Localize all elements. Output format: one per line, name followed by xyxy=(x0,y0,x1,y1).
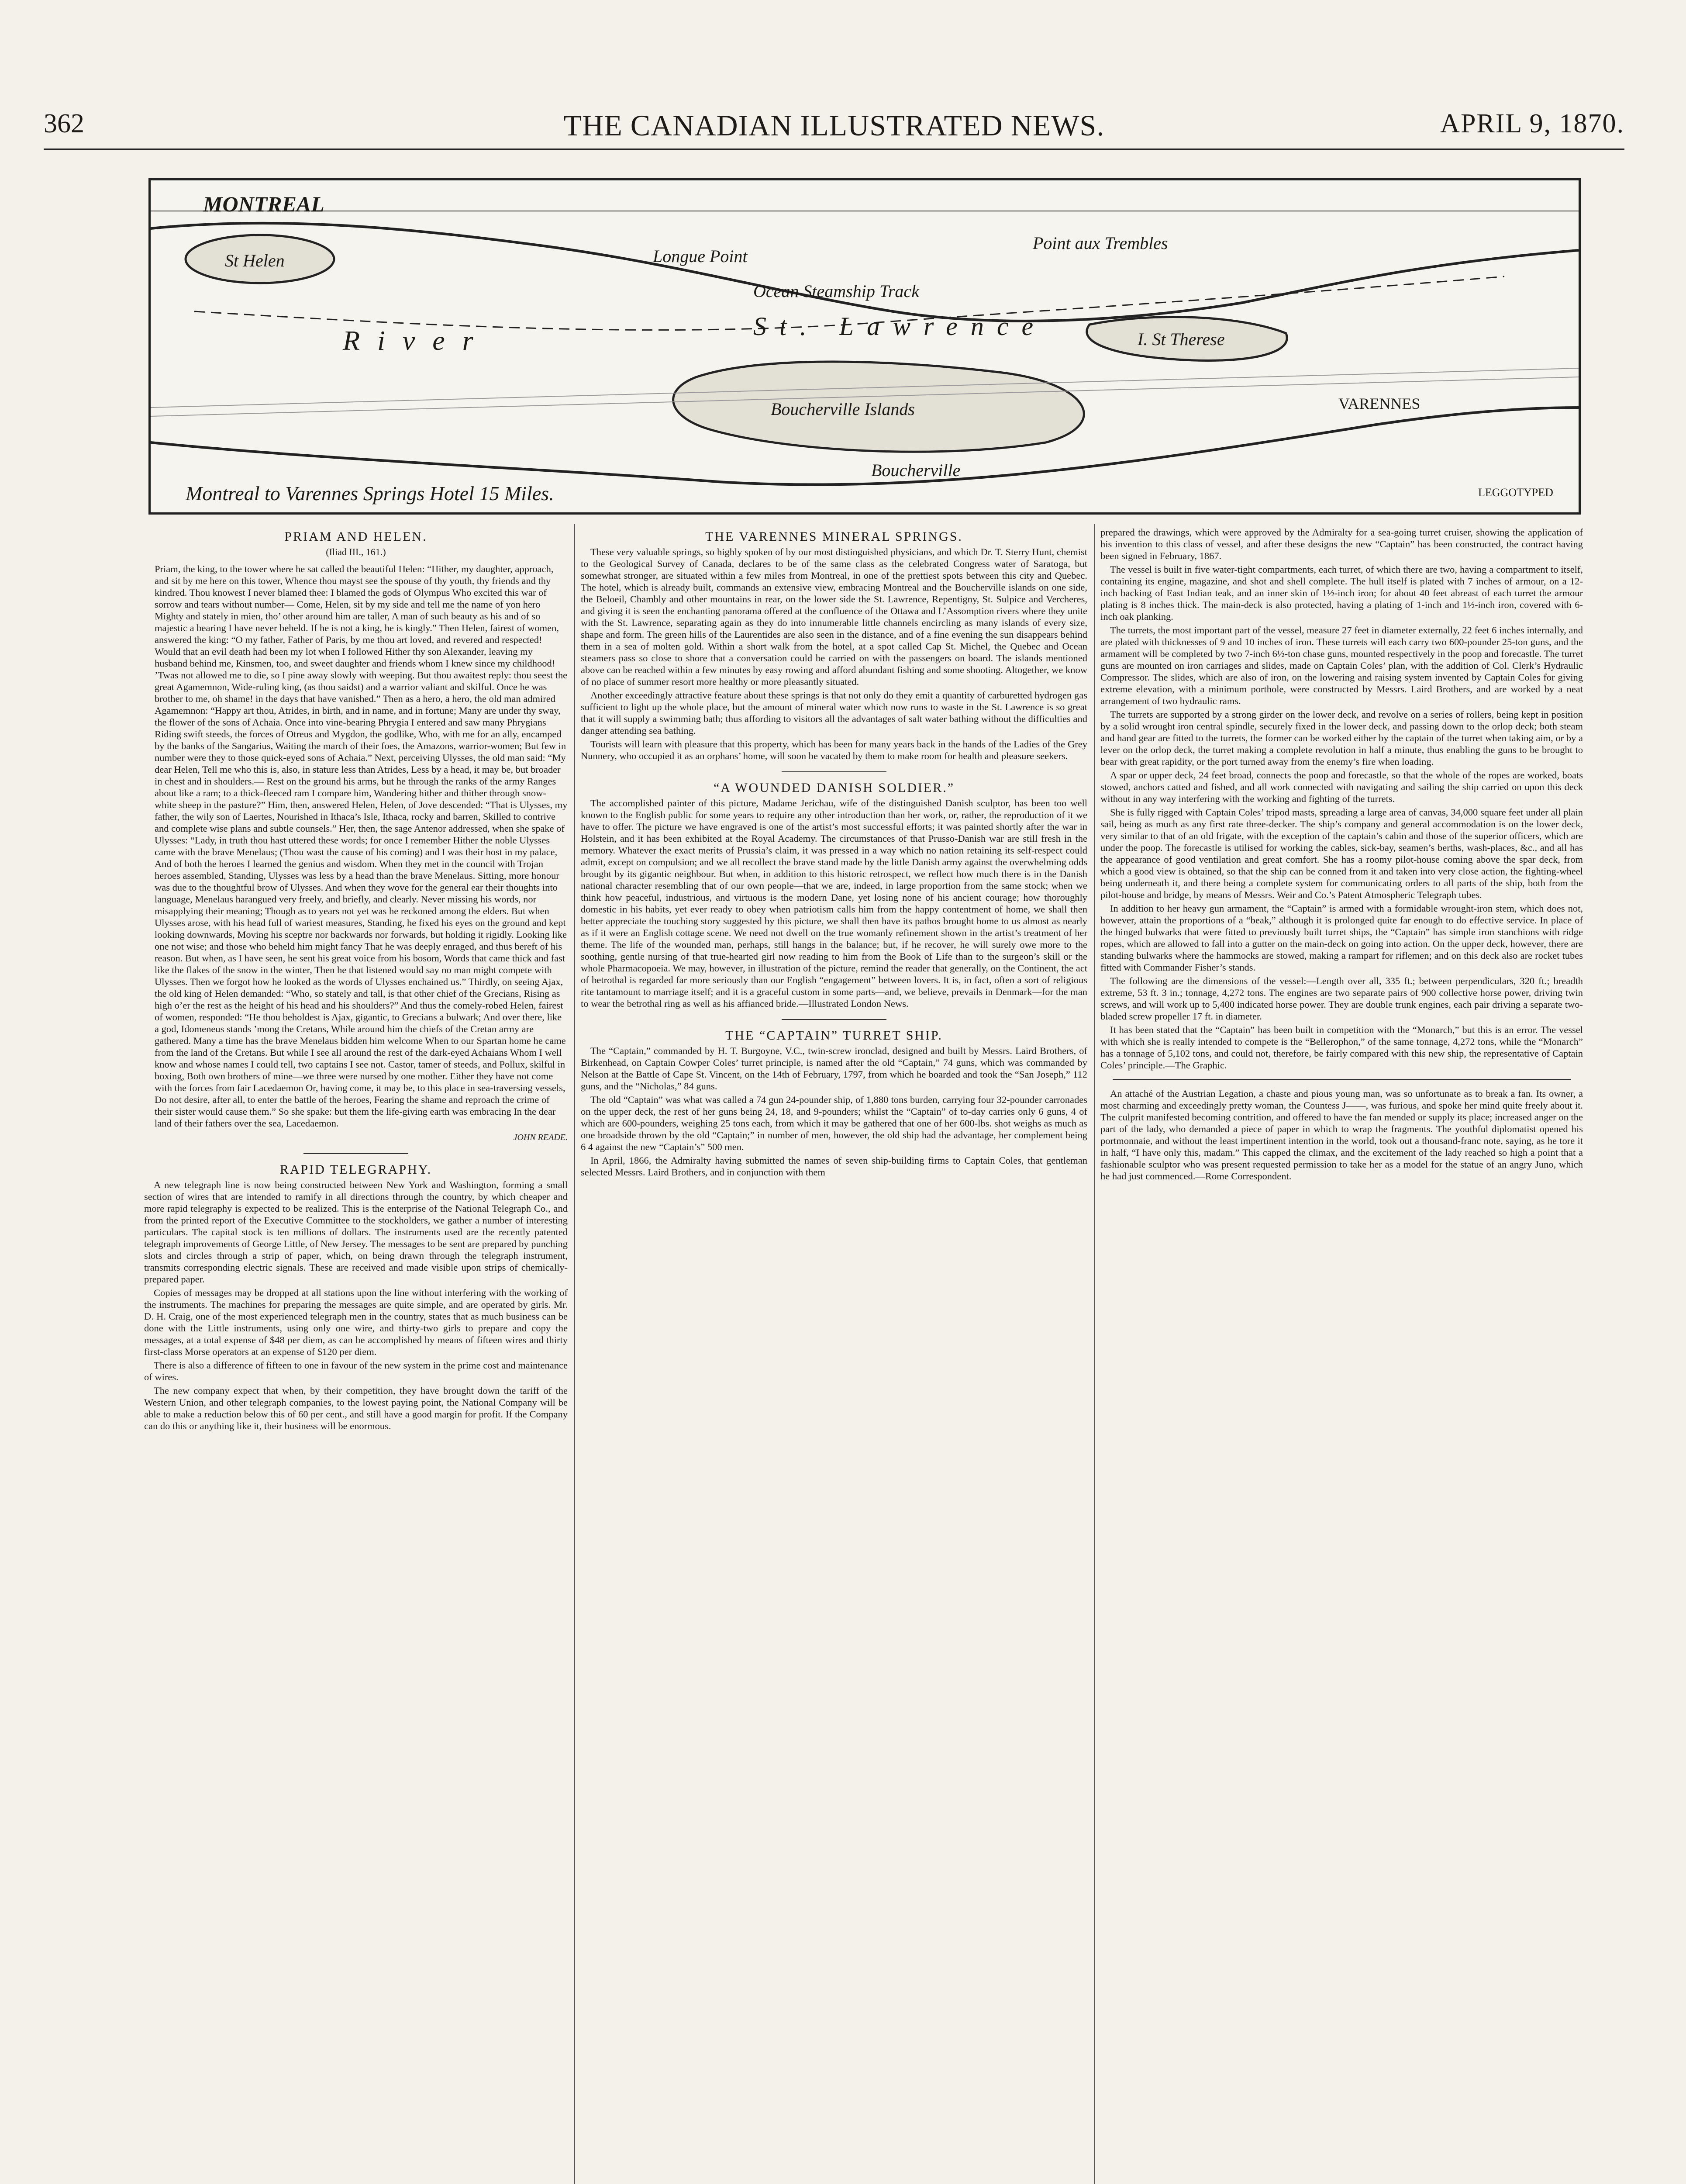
masthead: THE CANADIAN ILLUSTRATED NEWS. xyxy=(563,109,1105,142)
varennes-paragraph: These very valuable springs, so highly spoken of by our most distinguished physicians, and which Dr. T. Sterry Hunt, chemist to the Geological Survey of Canada, declares to be of the same class as the celebrated Congress water of Saratoga, but somewhat stronger, are situated within a few miles from Montreal, in one of the prettiest spots between this city and Quebec. The hotel, which is already built, commands an extensive view, embracing Montreal and the Boucherville islands on one side, the Beloeil, Chambly and other mountains in rear, on the lower side the St. Lawrence, Repentigny, St. Sulpice and Vercheres, and giving it is seen the enchanting panorama offered at the confluence of the Ottawa and L’Assomption rivers where they unite with the St. Lawrence, separating again as they do into innumerable little channels encircling as many islands of every size, shape and form. The green hills of the Laurentides are also seen in the distance, and of a fine evening the sun disappears behind them in a sea of molten gold. Within a short walk from the hotel, at a spot called Cap St. Michel, the Quebec and Ocean steamers pass so close to shore that a conversation could be carried on with the passengers on board. The islands mentioned above can be reached within a few minutes by easy rowing and afford abundant fishing and some shooting. Altogether, we know of no place of summer resort more healthy or more pleasantly situated. xyxy=(581,546,1087,687)
section-rule xyxy=(303,1153,408,1154)
map-label-boucherville-islands: Boucherville Islands xyxy=(771,399,915,419)
captain-continued-paragraph: She is fully rigged with Captain Coles’ tripod masts, spreading a large area of canvas, 34,000 square feet under all plain sail, being as much as any first rate three-decker. The ship’s company and general accommodation is on the lower deck, very similar to that of an old frigate, with the exception of the captain’s cabin and those of the superior officers, which are under the poop. The forecastle is utilised for working the cables, sick-bay, seamen’s berths, wash-places, &c., and all has the appearance of good ventilation and great comfort. She has a roomy pilot-house coming above the spar deck, from which a good view is obtained, so that the ship can be conned from it and taken into very close action, the fighting-wheel being underneath it, and there being a complete system for communicating orders to all parts of the ship, both from the pilot-house and bridge, by means of Messrs. Weir and Co.’s Patent Atmospheric Telegraph tubes. xyxy=(1100,807,1583,900)
map-label-st-lawrence: St. Lawrence xyxy=(753,312,1047,341)
map-label-varennes: VARENNES xyxy=(1338,395,1421,412)
captain-continued-paragraph: The turrets, the most important part of the vessel, measure 27 feet in diameter externally, 22 feet 6 inches internally, and are plated with thicknesses of 9 and 10 inches of iron. These turrets will each carry two 600-pounder 25-ton guns, and the armament will be completed by two 7-inch 6½-ton chase guns, mounted respectively in the poop and forecastle. The turret guns are mounted on iron carriages and slides, made on Captain Coles’ plan, with the addition of Col. Clerk’s Hydraulic Compressor. The slides, which are also of iron, on the lowering and raising system invented by Captain Coles for giving extreme elevation, with a minimum porthole, were constructed by Messrs. Laird Brothers, and are worked by a neat arrangement of two hydraulic rams. xyxy=(1100,625,1583,706)
captain-continued-paragraph: It has been stated that the “Captain” has been built in competition with the “Monarch,” but this is an error. The vessel with which she is really intended to compete is the “Bellerophon,” of the same tonnage, 4,272 tons, while the “Monarch” has a tonnage of 5,102 tons, and could not, therefore, be fairly compared with this new ship, the representative of Captain Coles’ principle.—The Graphic. xyxy=(1100,1024,1583,1071)
header-rule xyxy=(44,149,1624,150)
poem-title: PRIAM AND HELEN. xyxy=(284,529,428,544)
map-caption: Montreal to Varennes Springs Hotel 15 Miles. xyxy=(186,482,554,505)
map-label-boucherville: Boucherville xyxy=(871,460,961,480)
map-label-st-therese: I. St Therese xyxy=(1138,329,1225,349)
column-3 xyxy=(1100,526,1583,2184)
poem-text: Priam, the king, to the tower where he sat called the beautiful Helen: “Hither, my daughter, approach, and sit by me here on this tower, Whence thou mayst see the spouse of thy youth, thy friends and thy kindred. Thou knowest I never blamed thee: I blamed the gods of Olympus Who excited this war of sorrow and tears without number— Come, Helen, sit by my side and tell me the name of yon hero Mighty and stately in mien, tho’ other around him are taller, A man of such beauty as his and of so majestic a bearing I have never beheld. If he is not a king, he is kingly.” Then Helen, fairest of women, answered the king: “O my father, Father of Paris, by me thou art loved, and revered and respected! Would that an evil death had been my lot when I followed Hither thy son Alexander, leaving my husband behind me, Kinsmen, too, and sweet daughter and friends whom I knew since my childhood! ’Twas not allowed me to die, so I pine away slowly with weeping. But thou awaitest reply: thou seest the great Agamemnon, Wide-ruling king, (as thou saidst) and a warrior valiant and skilful. Once he was brother to me, oh shame! in the days that have vanished.” Then as a hero, a hero, the old man admired Agamemnon: “Happy art thou, Atrides, in birth, and in name, and in fortune; Many are under thy sway, the flower of the sons of Achaia. Once into vine-bearing Phrygia I entered and saw many Phrygians Riding swift steeds, the forces of Otreus and Mygdon, the godlike, Who, with me for an ally, encamped by the banks of the Sangarius, Waiting the march of their foes, the Amazons, warrior-women; But few in number were they to those quick-eyed sons of Achaia.” Next, perceiving Ulysses, the old man said: “My dear Helen, Tell me who this is, also, in stature less than Atrides, Less by a head, it may be, but broader in chest and in shoulders.— Rest on the ground his arms, but he through the ranks of the army Ranges about like a ram; to a thick-fleeced ram I compare him, Wandering hither and thither through snow-white sheep in the pasture?” Him, then, answered Helen, Helen, of Jove descended: “That is Ulysses, my father, the wily son of Laertes, Nourished in Ithaca’s Isle, Ithaca, rocky and barren, Skilled to contrive and complete wise plans and subtle counsels.” Her, then, the sage Antenor addressed, when she spake of Ulysses: “Lady, in truth thou hast uttered these words; for once I remember Hither the noble Ulysses came with the brave Menelaus; (Thou wast the cause of his coming) and I was their host in my palace, And of both the heroes I learned the genius and wisdom. When they met in the council with Trojan heroes assembled, Standing, Ulysses was less by a head than the brave Menelaus. Sitting, more honour was due to the thoughtful brow of Ulysses. And when they wove for the general ear their thoughts into language, Menelaus harangued very freely, and briefly, and clearly. Never missing his words, nor misapplying their meaning; Though as to years not yet was he reckoned among the elders. But when Ulysses arose, with his head full of wariest measures, Standing, he fixed his eyes on the ground and kept looking downwards, Moving his sceptre nor backwards nor forwards, but holding it rigidly. Looking like one not wise; and those who beheld him might fancy That he was deeply enraged, and thus bereft of his reason. But when, as I have seen, he sent his great voice from his bosom, Words that came thick and fast like the flakes of the snow in the winter, Then he that listened would say no man might compete with Ulysses. Then we forgot how he looked as the words of Ulysses enchained us.” Thirdly, on seeing Ajax, the old king of Helen demanded: “Who, so stately and tall, is that other chief of the Grecians, Rising as high o’er the rest as the height of his head and his shoulders?” And thus the comely-robed Helen, fairest of women, responded: “He thou beholdest is Ajax, gigantic, to Grecians a bulwark; And over there, like a god, Idomeneus stands ’mong the Cretans, While around him the chiefs of the Cretan army are gathered. Many a time has the brave Menelaus bidden him welcome When to our Spartan home he came from the land of the Cretans. But while I see all around the rest of the dark-eyed Achaians Whom I well know and whose names I could tell, two captains I see not. Castor, tamer of steeds, and Pollux, skilful in boxing, Both own brothers of mine—we three were nursed by one mother. Either they have not come with the forces from fair Lacedaemon Or, having come, it may be, to this place in sea-traversing vessels, Do not desire, after all, to enter the battle of the heroes, Fearing the shame and reproach the crime of their sister would cause them.” So she spake: but them the life-giving earth was embracing In the dear land of their fathers over the sea, Lacedaemon. xyxy=(155,563,568,1129)
map-label-river: River xyxy=(343,325,491,356)
captain-continued-paragraph: A spar or upper deck, 24 feet broad, connects the poop and forecastle, so that the whole of the ropes are worked, boats stowed, anchors catted and fished, and all work connected with navigating and sailing the ship carried on upon this deck without in any way interfering with the working and fighting of the turrets. xyxy=(1100,770,1583,804)
map-illustration xyxy=(148,178,1581,515)
telegraphy-paragraph: A new telegraph line is now being constructed between New York and Washington, forming a small section of wires that are intended to ramify in all directions through the country, by which cheaper and more rapid telegraphy is expected to be realized. This is the enterprise of the National Telegraph Co., and from the printed report of the Executive Committee to the stockholders, we gather a number of interesting particulars. The capital stock is ten millions of dollars. The instruments used are the recently patented telegraph improvements of George Little, of New Jersey. The messages to be sent are prepared by punching slots and circles through a strip of paper, which, on being drawn through the telegraph instrument, transmits corresponding electric signals. These are received and made visible upon strips of chemically-prepared paper. xyxy=(144,1179,568,1285)
section-rule xyxy=(782,771,886,772)
captain-continued-paragraph: The turrets are supported by a strong girder on the lower deck, and revolve on a series of rollers, being kept in position by a solid wrought iron central spindle, securely fixed in the lower deck, and passing down to the orlop deck; both steam and hand gear are fitted to the turrets, the former can be worked either by the captain of the turret when taking aim, or by a lever on the orlop deck, the turret making a complete revolution in half a minute, thus enabling the guns to be brought to bear with great rapidity, or the port turned away from the enemy’s fire when loading. xyxy=(1100,709,1583,767)
telegraphy-paragraph: The new company expect that when, by their competition, they have brought down the tariff of the Western Union, and other telegraph companies, to the lowest paying point, the National Company will be able to make a reduction below this of 60 per cent., and still have a good margin for profit. If the Company can do this or anything like it, their business will be enormous. xyxy=(144,1385,568,1431)
telegraphy-title: RAPID TELEGRAPHY. xyxy=(279,1162,432,1177)
captain-continued-paragraph: In addition to her heavy gun armament, the “Captain” is armed with a formidable wrought-iron stem, which does not, however, attain the proportions of a “beak,” although it is prolonged quite far enough to do effective service. In place of the hinged bulwarks that were fitted to previously built turret ships, the “Captain” has simple iron stanchions with ridge ropes, which are allowed to fall into a gutter on the main-deck on going into action. On the upper deck, however, there are standing bulwarks where the hammocks are stowed, making a rampart for riflemen; and on this deck also are rocket tubes fitted with Commander Fisher’s stands. xyxy=(1100,903,1583,973)
column-2 xyxy=(581,526,1087,2184)
varennes-paragraph: Another exceedingly attractive feature about these springs is that not only do they emit a quantity of carburetted hydrogen gas sufficient to light up the whole place, but the amount of mineral water which now runs to waste in the St. Lawrence is so great that it will supply a swimming bath; thus affording to visitors all the advantages of salt water bathing without the difficulties and danger attending sea bathing. xyxy=(581,690,1087,736)
section-rule xyxy=(782,1019,886,1020)
map-label-ocean-track: Ocean Steamship Track xyxy=(753,281,919,301)
danish-title: “A WOUNDED DANISH SOLDIER.” xyxy=(713,781,955,795)
danish-paragraph: The accomplished painter of this picture, Madame Jerichau, wife of the distinguished Danish sculptor, has been too well known to the English public for some years to require any other introduction than her work, or, rather, the reproduction of it we have to offer. The picture we have engraved is one of the artist’s most successful efforts; it was painted shortly after the war in Holstein, and it has been exhibited at the Royal Academy. The circumstances of that Prusso-Danish war are still fresh in the memory. Whatever the exact merits of Prussia’s claim, it was pressed in a way which no nation retaining its self-respect could admit, except on compulsion; and we all recollect the brave stand made by the little Danish army against the overwhelming odds brought by its gigantic neighbour. But when, in addition to this historic retrospect, we reflect how much there is in the Danish national character resembling that of our own people—that we are, indeed, in large proportion from the same stock; when we think how peaceful, industrious, and virtuous is the modern Dane, yet losing none of his ancient courage; how thoroughly domestic in his habits, yet ever ready to obey when patriotism calls him from the happy contentment of home, we shall then better appreciate the touching story suggested by this picture, we shall then have its pathos brought home to us almost as nearly as if it were an English cottage scene. We need not dwell on the true womanly refinement shown in the artist’s treatment of her theme. The life of the wounded man, perhaps, still hangs in the balance; but, if he recover, he will surely owe more to the soothing, gentle nursing of that true-hearted girl now reading to him from the Book of Life than to the surgeon’s skill or the whole Pharmacopoeia. We may, however, in illustration of the picture, remind the reader that generally, on the Continent, the act of betrothal is regarded far more seriously than our English “engagement” between lovers. It is, in fact, often a sort of religious rite tantamount to marriage itself; and it is a graceful custom in some parts—and, we believe, prevails in Denmark—for the man to wear the betrothal ring as well as his affianced bride.—Illustrated London News. xyxy=(581,798,1087,1009)
telegraphy-paragraph: There is also a difference of fifteen to one in favour of the new system in the prime cost and maintenance of wires. xyxy=(144,1360,568,1382)
varennes-paragraph: Tourists will learn with pleasure that this property, which has been for many years back in the hands of the Ladies of the Grey Nunnery, who occupied it as an orphans’ home, will soon be vacated by them to make room for health and pleasure seekers. xyxy=(581,739,1087,761)
captain-continued-paragraph: The following are the dimensions of the vessel:—Length over all, 335 ft.; between perpendiculars, 320 ft.; breadth extreme, 53 ft. 3 in.; tonnage, 4,272 tons. The engines are two separate pairs of 900 collective horse power, driving twin screws, and will work up to 5,400 indicated horse power. They are double trunk engines, each pair driving a separate two-bladed screw propeller 17 ft. in diameter. xyxy=(1100,975,1583,1022)
poem-source: (Iliad III., 161.) xyxy=(326,546,386,557)
captain-paragraph: In April, 1866, the Admiralty having submitted the names of seven ship-building firms to Captain Coles, that gentleman selected Messrs. Laird Brothers, and in conjunction with them xyxy=(581,1155,1087,1178)
map-label-montreal: MONTREAL xyxy=(203,192,324,216)
map-label-st-helen: St Helen xyxy=(225,251,285,270)
column-1 xyxy=(144,526,568,2184)
page-header xyxy=(44,108,1624,148)
anecdote-paragraph: An attaché of the Austrian Legation, a chaste and pious young man, was so unfortunate as to break a fan. Its owner, a most charming and exceedingly pretty woman, the Countess J——, was furious, and spoke her mind quite freely about it. The culprit manifested becoming contrition, and offered to have the fan mended or supply its place; increased anger on the part of the lady, who demanded a piece of paper in which to wrap the fragments. The youthful diplomatist opened his portmonnaie, and without the least impertinent intention in the world, took out a thousand-franc note, saying, as he tore it in half, “I have only this, madam.” This capped the climax, and the excitement of the lady reached so high a point that a fashionable sculptor who was present requested permission to take her as a model for the statue of an angry Juno, which he had just commenced.—Rome Correspondent. xyxy=(1100,1088,1583,1182)
poem-author: JOHN READE. xyxy=(513,1133,568,1142)
map-engraver-credit: LEGGOTYPED xyxy=(1478,486,1553,499)
varennes-title: THE VARENNES MINERAL SPRINGS. xyxy=(705,529,963,544)
map-label-longue-pointe: Longue Point xyxy=(653,246,748,266)
captain-paragraph: The old “Captain” was what was called a 74 gun 24-pounder ship, of 1,880 tons burden, carrying four 32-pounder carronades on the upper deck, the rest of her guns being 24, 18, and 9-pounders; whilst the “Captain” of to-day carries only 6 guns, 4 of which are 600-pounders, weighing 25 tons each, from which it may be gathered that one of her 600-lbs. shot weighs as much as one broadside thrown by the old “Captain;” in number of men, however, the old ship had the advantage, her complement being 6 4 against the new “Captain’s” 500 men. xyxy=(581,1094,1087,1152)
column-divider-2 xyxy=(1094,524,1095,2184)
section-rule xyxy=(1113,1079,1571,1080)
column-divider-1 xyxy=(574,524,575,2184)
north-shore-line xyxy=(151,223,1579,321)
captain-continued-paragraph: The vessel is built in five water-tight compartments, each turret, of which there are two, having a compartment to itself, containing its engine, magazine, and shot and shell complete. The hull itself is plated with 7 inches of armour, on a 12-inch backing of East Indian teak, and an inner skin of 1½-inch iron; for about 40 feet abreast of each turret the armour plating is 8 inches thick. The main-deck is also protected, having a plating of 1-inch and 1½-inch iron, covered with 6-inch oak planking. xyxy=(1100,564,1583,622)
telegraphy-paragraph: Copies of messages may be dropped at all stations upon the line without interfering with the working of the instruments. The machines for preparing the messages are quite simple, and are operated by girls. Mr. D. H. Craig, one of the most experienced telegraph men in the country, states that as much business can be done with the Little instruments, using only one wire, and thirty-two girls to prepare and copy the messages, at a total expense of $48 per diem, as can be accomplished by means of fifteen wires and thirty first-class Morse operators at an expense of $120 per diem. xyxy=(144,1287,568,1357)
map-label-point-aux-trembles: Point aux Trembles xyxy=(1033,233,1168,253)
captain-paragraph: The “Captain,” commanded by H. T. Burgoyne, V.C., twin-screw ironclad, designed and built by Messrs. Laird Brothers, of Birkenhead, on Captain Cowper Coles’ turret principle, is named after the old “Captain,” 74 guns, which was commanded by Nelson at the Battle of Cape St. Vincent, on the 14th of February, 1797, from which he boarded and took the “San Joseph,” 112 guns, and the “Nicholas,” 84 guns. xyxy=(581,1045,1087,1092)
issue-date: APRIL 9, 1870. xyxy=(1440,109,1624,138)
captain-title: THE “CAPTAIN” TURRET SHIP. xyxy=(725,1028,943,1043)
captain-continued-paragraph: prepared the drawings, which were approved by the Admiralty for a sea-going turret cruiser, showing the application of his invention to this class of vessel, and after these designs the new “Captain” has been constructed, the contract having been signed in February, 1867. xyxy=(1100,527,1583,561)
page-number: 362 xyxy=(44,109,84,138)
